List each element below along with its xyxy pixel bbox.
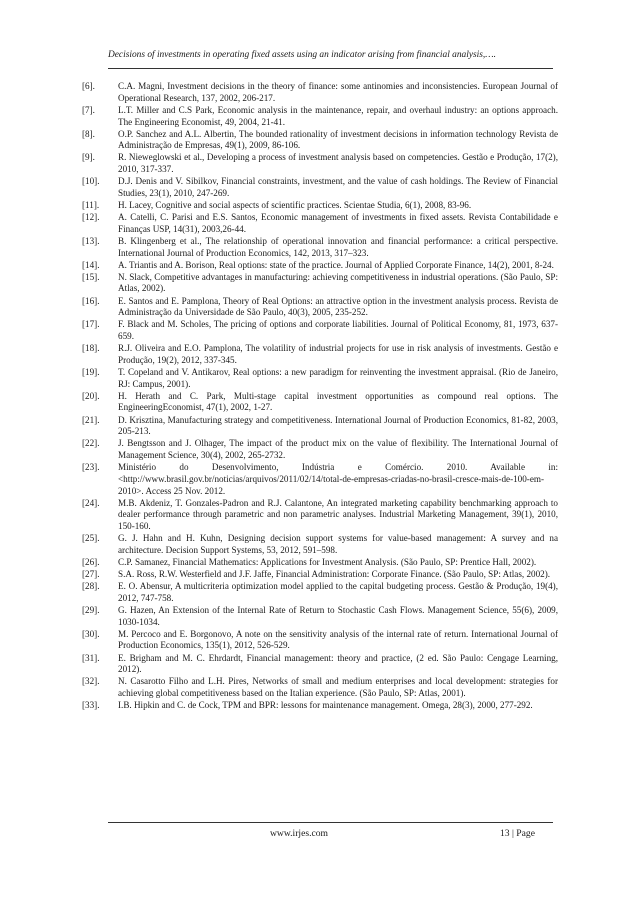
reference-text: N. Casarotto Filho and L.H. Pires, Networks of small and medium enterprises and local development: strategies for achieving global competitiveness based on the Italian experience. (São Paulo, SP: Atlas, 2001). (118, 676, 558, 699)
reference-number: [14]. (82, 259, 100, 270)
reference-item (82, 129, 558, 152)
reference-item (82, 200, 558, 212)
reference-item (82, 319, 558, 342)
reference-text: G. J. Hahn and H. Kuhn, Designing decision support systems for value-based management: A survey and na architecture. Decision Support Systems, 53, 2012, 591–598. (118, 533, 558, 555)
reference-item (82, 653, 558, 676)
reference-text: B. Klingenberg et al., The relationship of operational innovation and financial performance: a critical perspective. International Journal of Production Economics, 142, 2013, 317–323. (118, 235, 558, 258)
reference-number: [23]. (82, 462, 100, 473)
reference-number: [29]. (82, 604, 100, 615)
reference-text: S.A. Ross, R.W. Westerfield and J.F. Jaffe, Financial Administration: Corporate Finance. (São Paulo, SP: Atlas, 2002). (118, 569, 551, 580)
reference-text: D. Krisztina, Manufacturing strategy and competitiveness. International Journal of Production Economics, 81-82, 2003, 205-213. (118, 414, 558, 437)
running-header-title: Decisions of investments in operating fixed assets using an indicator arising from financial analysis,…. (108, 50, 496, 60)
reference-text: C.P. Samanez, Financial Mathematics: Applications for Investment Analysis. (São Paulo, SP: Prentice Hall, 2002). (118, 556, 537, 567)
reference-item (82, 105, 558, 128)
reference-text: D.J. Denis and V. Sibilkov, Financial constraints, investment, and the value of cash holdings. The Review of Financial Studies, 23(1), 2010, 247-269. (118, 176, 558, 198)
reference-number: [13]. (82, 235, 100, 246)
reference-item (82, 212, 558, 235)
reference-number: [28]. (82, 581, 100, 592)
reference-number: [21]. (82, 414, 100, 425)
reference-text: E. O. Abensur, A multicriteria optimization model applied to the capital budgeting process. Gestão & Produção, 19(4), 2012, 747-758. (118, 581, 558, 603)
reference-text: G. Hazen, An Extension of the Internal Rate of Return to Stochastic Cash Flows. Management Science, 55(6), 2009, 1030-1034. (118, 604, 558, 627)
reference-number: [15]. (82, 271, 100, 282)
reference-number: [26]. (82, 556, 100, 567)
reference-number: [20]. (82, 390, 100, 401)
reference-item (82, 533, 558, 556)
reference-number: [12]. (82, 212, 100, 223)
reference-item (82, 272, 558, 295)
reference-number: [22]. (82, 438, 100, 449)
reference-number: [8]. (82, 128, 95, 139)
reference-text: R.J. Oliveira and E.O. Pamplona, The volatility of industrial projects for use in risk analysis of investments. Gestão e Produção, 19(2), 2012, 337-345. (118, 343, 558, 365)
reference-item (82, 676, 558, 699)
footer-page-number: 13 | Page (500, 828, 535, 839)
reference-number: [32]. (82, 676, 100, 687)
reference-text: A. Catelli, C. Parisi and E.S. Santos, Economic management of investments in fixed assets. Revista Contabilidade e Finanças USP, 14(31), 2003,26-44. (118, 212, 558, 234)
reference-item (82, 81, 558, 104)
reference-number: [17]. (82, 319, 100, 330)
reference-item (82, 391, 558, 414)
reference-list (82, 81, 558, 712)
reference-text: Ministério do Desenvolvimento, Indústria e Comércio. 2010. Available in: <http://www.brasil.gov.br/noticias/arquivos/2011/02/14/total-de-empresas-criadas-no-brasil-cresce-mais-de-100-em-2010>. Access 25 Nov. 2012. (118, 462, 558, 496)
reference-text: H. Lacey, Cognitive and social aspects of scientific practices. Scientae Studia, 6(1), 2008, 83-96. (118, 199, 472, 210)
reference-number: [6]. (82, 81, 95, 91)
reference-number: [27]. (82, 569, 100, 580)
reference-text: O.P. Sanchez and A.L. Albertin, The bounded rationality of investment decisions in information technology Revista de Administração de Empresas, 49(1), 2009, 86-106. (118, 128, 558, 151)
reference-number: [18]. (82, 343, 100, 354)
reference-text: E. Brigham and M. C. Ehrdardt, Financial management: theory and practice, (2 ed. São Paulo: Cengage Learning, 2012). (118, 652, 558, 675)
reference-item (82, 438, 558, 461)
reference-item (82, 296, 558, 319)
reference-text: I.B. Hipkin and C. de Cock, TPM and BPR: lessons for maintenance management. Omega, 28(3), 2000, 277-292. (118, 700, 533, 711)
reference-text: E. Santos and E. Pamplona, Theory of Real Options: an attractive option in the investment analysis process. Revista de Administração da Universidade de São Paulo, 40(3), 2005, 235-252. (118, 295, 558, 318)
reference-number: [19]. (82, 366, 100, 377)
reference-item (82, 700, 558, 712)
reference-text: N. Slack, Competitive advantages in manufacturing: achieving competitiveness in industrial operations. (São Paulo, SP: Atlas, 2002). (118, 271, 558, 294)
reference-number: [24]. (82, 497, 100, 508)
reference-text: H. Herath and C. Park, Multi-stage capital investment opportunities as compound real options. The EngineeringEconomist, 47(1), 2002, 1-27. (118, 390, 558, 413)
footer-website: www.irjes.com (270, 828, 328, 839)
reference-item (82, 260, 558, 272)
reference-item (82, 498, 558, 533)
reference-item (82, 152, 558, 175)
reference-text: C.A. Magni, Investment decisions in the theory of finance: some antinomies and inconsistencies. European Journal of Operational Research, 137, 2002, 206-217. (118, 81, 558, 103)
reference-item (82, 236, 558, 259)
reference-item (82, 415, 558, 438)
reference-number: [33]. (82, 700, 100, 711)
reference-text: T. Copeland and V. Antikarov, Real options: a new paradigm for reinventing the investment appraisal. (Rio de Janeiro, RJ: Campus, 2001). (118, 366, 558, 389)
reference-item (82, 605, 558, 628)
reference-text: A. Triantis and A. Borison, Real options: state of the practice. Journal of Applied Corporate Finance, 14(2), 2001, 8-24. (118, 259, 554, 270)
reference-item (82, 629, 558, 652)
reference-number: [16]. (82, 295, 100, 306)
reference-item (82, 367, 558, 390)
reference-item (82, 176, 558, 199)
reference-text: J. Bengtsson and J. Olhager, The impact of the product mix on the value of flexibility. The International Journal of Management Science, 30(4), 2002, 265-2732. (118, 438, 558, 461)
reference-item (82, 581, 558, 604)
reference-number: [11]. (82, 199, 100, 210)
reference-text: R. Nieweglowski et al., Developing a process of investment analysis based on competencies. Gestão e Produção, 17(2), 2010, 317-337. (118, 152, 558, 175)
reference-text: M.B. Akdeniz, T. Gonzales-Padron and R.J. Calantone, An integrated marketing capability benchmarking approach to dealer performance through parametric and non parametric analyses. Industrial Marketing Management, 39(1), 2010, 150-160. (118, 497, 558, 532)
reference-item (82, 557, 558, 569)
reference-item (82, 343, 558, 366)
reference-number: [25]. (82, 533, 100, 544)
reference-item (82, 462, 558, 497)
reference-number: [10]. (82, 176, 100, 187)
reference-text: L.T. Miller and C.S Park, Economic analysis in the maintenance, repair, and overhaul industry: an options approach. The Engineering Economist, 49, 2004, 21-41. (118, 104, 558, 127)
reference-text: F. Black and M. Scholes, The pricing of options and corporate liabilities. Journal of Political Economy, 81, 1973, 637-659. (118, 319, 558, 342)
reference-number: [9]. (82, 152, 95, 163)
reference-number: [7]. (82, 104, 95, 115)
reference-number: [30]. (82, 628, 100, 639)
footer-divider (108, 822, 553, 823)
reference-item (82, 569, 558, 581)
reference-number: [31]. (82, 652, 100, 663)
header-divider (108, 68, 553, 69)
reference-text: M. Percoco and E. Borgonovo, A note on the sensitivity analysis of the internal rate of return. International Journal of Production Economics, 135(1), 2012, 526-529. (118, 628, 558, 651)
